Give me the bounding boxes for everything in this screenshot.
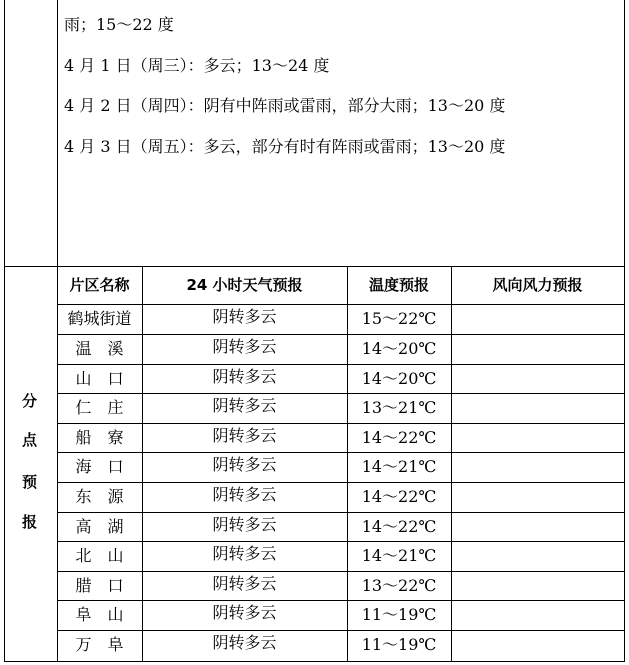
side-label-char: 分 bbox=[22, 392, 38, 410]
side-label-char: 预 bbox=[22, 473, 38, 491]
cell-temp: 13～21℃ bbox=[361, 398, 437, 417]
cell-area: 山 口 bbox=[75, 369, 124, 388]
cell-temp: 14～20℃ bbox=[361, 339, 437, 358]
forecast-line: 雨；15～22 度 bbox=[64, 15, 174, 34]
table-rule bbox=[347, 266, 348, 662]
side-label-char: 报 bbox=[22, 513, 38, 531]
cell-weather: 阴转多云 bbox=[212, 307, 277, 326]
cell-area: 阜 山 bbox=[75, 605, 124, 624]
forecast-line: 4 月 3 日（周五）：多云，部分有时有阵雨或雷雨；13～20 度 bbox=[64, 137, 506, 156]
cell-weather: 阴转多云 bbox=[212, 455, 277, 474]
cell-weather: 阴转多云 bbox=[212, 396, 277, 415]
cell-temp: 14～22℃ bbox=[361, 428, 437, 447]
table-header-weather: 24 小时天气预报 bbox=[186, 276, 303, 294]
table-rule bbox=[4, 266, 625, 267]
cell-temp: 11～19℃ bbox=[361, 605, 437, 624]
cell-temp: 14～22℃ bbox=[361, 517, 437, 536]
forecast-line: 4 月 1 日（周三）：多云；13～24 度 bbox=[64, 56, 330, 75]
cell-temp: 11～19℃ bbox=[361, 635, 437, 654]
table-rule bbox=[142, 266, 143, 662]
forecast-line: 4 月 2 日（周四）：阴有中阵雨或雷雨，部分大雨；13～20 度 bbox=[64, 96, 506, 115]
table-rule bbox=[624, 0, 625, 662]
side-label-char: 点 bbox=[22, 431, 38, 449]
cell-weather: 阴转多云 bbox=[212, 367, 277, 386]
cell-temp: 14～21℃ bbox=[361, 457, 437, 476]
cell-area: 船 寮 bbox=[75, 428, 124, 447]
cell-weather: 阴转多云 bbox=[212, 544, 277, 563]
cell-temp: 14～21℃ bbox=[361, 546, 437, 565]
table-rule bbox=[451, 266, 452, 662]
cell-temp: 15～22℃ bbox=[361, 309, 437, 328]
cell-area: 高 湖 bbox=[75, 517, 124, 536]
cell-temp: 13～22℃ bbox=[361, 576, 437, 595]
table-rule bbox=[4, 661, 625, 662]
cell-area: 东 源 bbox=[75, 487, 124, 506]
cell-temp: 14～20℃ bbox=[361, 369, 437, 388]
cell-area: 海 口 bbox=[75, 457, 124, 476]
table-rule bbox=[57, 0, 58, 662]
cell-weather: 阴转多云 bbox=[212, 633, 277, 652]
cell-area: 温 溪 bbox=[75, 339, 124, 358]
cell-weather: 阴转多云 bbox=[212, 603, 277, 622]
cell-weather: 阴转多云 bbox=[212, 515, 277, 534]
table-header-area: 片区名称 bbox=[69, 276, 130, 294]
cell-weather: 阴转多云 bbox=[212, 485, 277, 504]
cell-temp: 14～22℃ bbox=[361, 487, 437, 506]
cell-weather: 阴转多云 bbox=[212, 337, 277, 356]
cell-area: 万 阜 bbox=[75, 635, 124, 654]
table-header-wind: 风向风力预报 bbox=[492, 276, 583, 294]
table-header-temp: 温度预报 bbox=[368, 276, 429, 294]
cell-area: 鹤城街道 bbox=[67, 309, 132, 328]
cell-weather: 阴转多云 bbox=[212, 426, 277, 445]
cell-area: 北 山 bbox=[75, 546, 124, 565]
cell-weather: 阴转多云 bbox=[212, 574, 277, 593]
cell-area: 腊 口 bbox=[75, 576, 124, 595]
cell-area: 仁 庄 bbox=[75, 398, 124, 417]
table-rule bbox=[4, 0, 5, 662]
